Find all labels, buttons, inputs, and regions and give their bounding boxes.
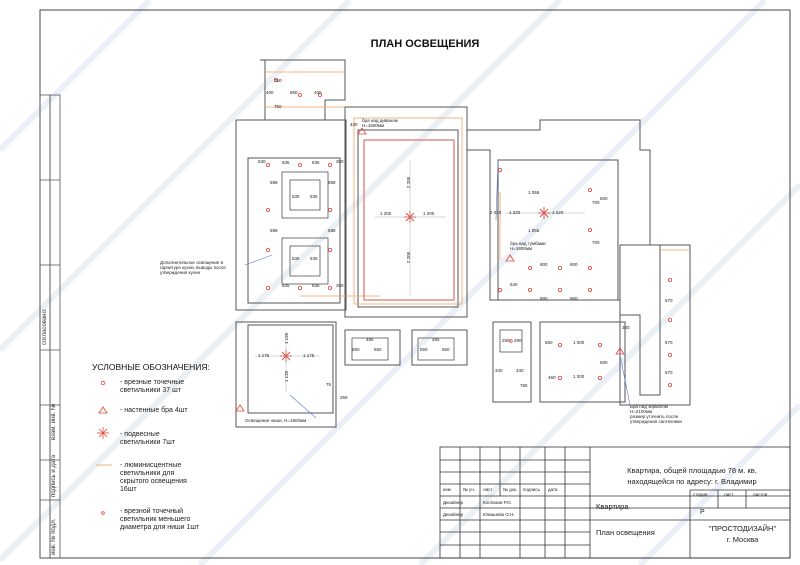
legend-item-niche-spot: - врезной точечный светильник меньшего диаметра для ниши 1шт	[120, 508, 200, 531]
dim-label: 460	[548, 375, 556, 380]
dim-label: 200	[336, 159, 344, 164]
dim-label: 535	[310, 194, 318, 199]
dim-label: 290	[514, 338, 522, 343]
dim-label: 698	[328, 180, 336, 185]
dim-label: 1 175	[303, 353, 315, 358]
dim-label: 535	[292, 256, 300, 261]
dim-label: 250	[340, 395, 348, 400]
plan-title: ПЛАН ОСВЕЩЕНИЯ	[370, 38, 480, 50]
dim-label: 765	[520, 383, 528, 388]
dim-label: 750	[274, 104, 282, 109]
dim-label: 2 010	[490, 210, 502, 215]
plan-walls	[236, 60, 690, 427]
dim-label: 340	[516, 368, 524, 373]
dim-label: 400	[314, 90, 322, 95]
dim-label: 600	[600, 196, 608, 201]
dim-label: 670	[665, 340, 673, 345]
dim-label: 698	[270, 180, 278, 185]
note-bra-sofa: бра над диваном Н=1600мм	[362, 118, 398, 128]
dim-label: 2 200	[406, 176, 412, 189]
sheet-label: лист	[724, 492, 734, 497]
dim-label: 835	[312, 283, 320, 288]
legend-spot-icon	[101, 381, 105, 385]
dim-label: 530	[258, 159, 266, 164]
legend-pendant-icon	[97, 427, 109, 439]
designer1-role: Дизайнер	[443, 500, 464, 505]
dim-label: 860	[290, 90, 298, 95]
drawing-name: План освещения	[596, 528, 655, 537]
dim-label: 1 135	[284, 332, 290, 345]
company-name: "ПРОСТОДИЗАЙН"	[708, 524, 777, 533]
dim-label: 400	[266, 90, 274, 95]
dim-label: 485	[366, 337, 374, 342]
dim-label: 1 200	[380, 211, 392, 216]
designer1-name: Колпаков Р.О.	[483, 500, 512, 505]
dim-label: 900	[540, 262, 548, 267]
side-inv-orig: инв. № подл.	[51, 518, 57, 555]
legend-item-fluorescent: - люминисцентные светильники для скрытого освещения 16шт	[120, 462, 187, 493]
note-niche: Освещение ниши, Н=1800мм	[245, 418, 307, 423]
dim-label: 1 000	[573, 374, 585, 379]
stage-value: Р	[700, 509, 705, 516]
dim-label: 380	[622, 325, 630, 330]
hdr-sign: подпись	[523, 487, 541, 492]
dim-label: 550	[374, 347, 382, 352]
dim-label: 290	[502, 338, 510, 343]
legend-item-sconce: - настенные бра 4шт	[120, 407, 188, 414]
dim-label: 340	[495, 368, 503, 373]
dim-label: 75	[326, 382, 332, 387]
dim-label: 550	[352, 347, 360, 352]
legend-item-spot: - врезные точечные светильники 37 шт	[120, 379, 185, 394]
dim-label: 535	[310, 256, 318, 261]
legend-item-pendant: - подвесные светильники 7шт	[120, 431, 176, 446]
dim-label: 640	[510, 282, 518, 287]
legend-title: УСЛОВНЫЕ ОБОЗНАЧЕНИЯ:	[92, 362, 210, 372]
dim-label: 550	[420, 347, 428, 352]
dim-label: 670	[665, 370, 673, 375]
dim-label: 1 000	[573, 340, 585, 345]
sheets-label: листов	[753, 492, 768, 497]
dim-label: 600	[600, 360, 608, 365]
dim-label: 1 135	[284, 370, 290, 383]
dim-label: 485	[432, 337, 440, 342]
company-city: г. Москва	[726, 535, 759, 544]
dim-label: 430	[350, 122, 358, 127]
legend-niche-spot-icon	[102, 512, 105, 515]
dim-label: 750	[274, 78, 282, 83]
dim-label: 1 220	[509, 210, 521, 215]
project-line1: Квартира, общей площадью 78 м. кв,	[627, 466, 757, 475]
legend-sconce-icon	[99, 407, 107, 413]
dim-label: 700	[592, 200, 600, 205]
dim-label: 2 200	[406, 251, 412, 264]
kitchen-fixtures	[282, 172, 522, 360]
dim-label: 1 200	[423, 211, 435, 216]
dim-label: 900	[540, 296, 548, 301]
dim-label: 1 175	[258, 353, 270, 358]
leader-lines	[245, 160, 630, 418]
dim-label: 1 055	[528, 190, 540, 195]
dim-label: 700	[592, 240, 600, 245]
dim-label: 835	[282, 160, 290, 165]
note-mirror: Бра над зеркалом Н=2100мм размер уточнить после утверждения сантехники	[630, 404, 682, 424]
side-inv-replace: взам. инв. №	[51, 403, 57, 440]
hdr-uch: № уч.	[463, 487, 475, 492]
dim-label: 660	[545, 340, 553, 345]
dim-label: 670	[665, 298, 673, 303]
designer2-role: Дизайнер	[443, 512, 464, 517]
note-bra-tumb: бра над тумбами Н=1600мм	[510, 241, 546, 251]
ceiling-panel	[364, 140, 454, 300]
side-sign-date: подпись и дата	[51, 454, 57, 497]
dim-label: 1 220	[552, 210, 564, 215]
dim-label: 550	[442, 347, 450, 352]
object-name: Квартира	[596, 502, 629, 511]
note-kitchen: Дополнительное освещение в гарнитуре кухни, выводы после утверждения кухни	[160, 260, 226, 275]
dim-label: 835	[312, 160, 320, 165]
stage-label: стадия	[693, 492, 708, 497]
dim-label: 900	[570, 296, 578, 301]
hdr-date: дата	[548, 487, 558, 492]
dim-label: 535	[292, 194, 300, 199]
hdr-izm: изм	[443, 487, 451, 492]
project-line2: находящейся по адресу: г. Владимир	[627, 477, 757, 486]
dim-label: 900	[570, 262, 578, 267]
dim-label: 200	[336, 283, 344, 288]
dim-label: 698	[328, 228, 336, 233]
dim-label: 1 055	[528, 228, 540, 233]
dim-label: 835	[282, 283, 290, 288]
hdr-list: лист	[483, 487, 493, 492]
designer2-name: Юмашева О.Н.	[483, 512, 515, 517]
dim-label: 698	[270, 228, 278, 233]
side-agreed: согласовано:	[42, 308, 48, 345]
hdr-doc: № док.	[503, 487, 518, 492]
